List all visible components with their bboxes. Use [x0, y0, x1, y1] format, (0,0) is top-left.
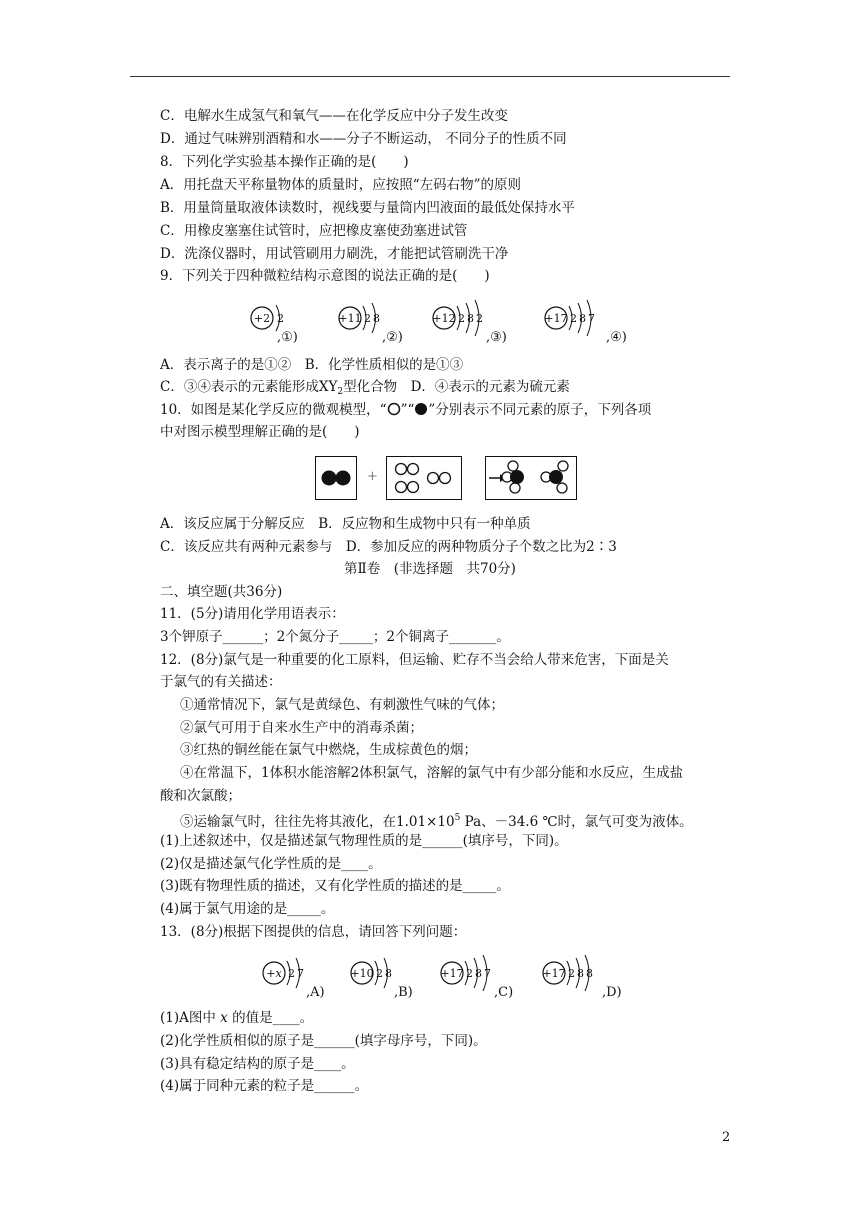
q13-stem: 13．(8分)根据下图提供的信息，请回答下列问题： [160, 924, 467, 940]
svg-text:,④): ,④) [606, 330, 627, 345]
svg-text:8: 8 [373, 312, 380, 325]
q13-sub-4: (4)属于同种元素的粒子是______。 [160, 1078, 369, 1094]
svg-text:,C): ,C) [494, 985, 514, 1000]
q13-sub-1: (1)A图中 x 的值是____。 [160, 1010, 314, 1026]
svg-text:2: 2 [466, 967, 473, 980]
header-rule [130, 76, 730, 77]
svg-text:2: 2 [570, 312, 577, 325]
q10-stem-line2: 中对图示模型理解正确的是( ) [160, 424, 360, 440]
q12-sub-1: (1)上述叙述中，仅是描述氯气物理性质的是______(填序号，下同)。 [160, 833, 568, 849]
svg-text:,D): ,D) [602, 985, 622, 1000]
svg-text:8: 8 [577, 967, 584, 980]
svg-text:8: 8 [586, 967, 593, 980]
q8-option-c: C．用橡皮塞塞住试管时，应把橡皮塞使劲塞进试管 [160, 223, 468, 239]
q12-stem-line2: 于氯气的有关描述： [160, 674, 282, 690]
q10-options-cd: C．该反应共有两种元素参与 D．参加反应的两种物质分子个数之比为2∶3 [160, 539, 617, 555]
q8-stem: 8．下列化学实验基本操作正确的是( ) [160, 154, 409, 170]
q13-particle-c [440, 953, 540, 1003]
q7-option-d: D．通过气味辨别酒精和水——分子不断运动， 不同分子的性质不同 [160, 131, 567, 147]
q13-sub-2: (2)化学性质相似的原子是______(填字母序号，下同)。 [160, 1033, 487, 1049]
hollow-atom-icon [387, 402, 401, 416]
svg-text:8: 8 [579, 312, 586, 325]
q12-desc-1: ①通常情况下，氯气是黄绿色、有刺激性气味的气体； [180, 697, 504, 713]
q12-desc-5: ⑤运输氯气时，往往先将其液化，在$1.01\times 10^5$ Pa、－34.6 ℃时，氯气可变为液体。 [180, 813, 693, 830]
svg-text:2: 2 [364, 312, 371, 325]
q12-sub-3: (3)既有物理性质的描述，又有化学性质的描述的是_____。 [160, 878, 510, 894]
svg-text:+12: +12 [432, 312, 456, 325]
reactant-box-2 [386, 456, 462, 500]
q13-particle-d [542, 953, 642, 1003]
svg-text:7: 7 [588, 312, 595, 325]
q9-options-ab: A．表示离子的是①② B．化学性质相似的是①③ [160, 357, 464, 373]
part2-title: 第Ⅱ卷 (非选择题 共70分) [344, 561, 516, 577]
q10-stem-line1: 10．如图是某化学反应的微观模型，“ ”“ ”分别表示不同元素的原子，下列各项 [160, 402, 652, 418]
svg-text:+x: +x [266, 967, 282, 980]
hollow-molecules-icon [387, 457, 461, 499]
solid-atom-icon [414, 402, 428, 416]
q9-stem: 9．下列关于四种微粒结构示意图的说法正确的是( ) [160, 268, 490, 284]
svg-text:,③): ,③) [486, 330, 507, 345]
q12-sub-2: (2)仅是描述氯气化学性质的是____。 [160, 856, 382, 872]
svg-text:7: 7 [484, 967, 491, 980]
svg-text:+17: +17 [440, 967, 464, 980]
q12-stem-line1: 12．(8分)氯气是一种重要的化工原料，但运输、贮存不当会给人带来危害，下面是关 [160, 652, 669, 668]
svg-text:+11: +11 [338, 312, 362, 325]
q12-desc-3: ③红热的铜丝能在氯气中燃烧，生成棕黄色的烟； [180, 742, 477, 758]
svg-text:+2: +2 [253, 312, 271, 325]
svg-text:,B): ,B) [394, 985, 413, 1000]
q10-options-ab: A．该反应属于分解反应 B．反应物和生成物中只有一种单质 [160, 516, 531, 532]
svg-text:2: 2 [458, 312, 465, 325]
q8-option-d: D．洗涤仪器时，用试管刷用力刷洗，才能把试管刷洗干净 [160, 246, 509, 262]
svg-text:7: 7 [297, 967, 304, 980]
q11-stem: 11．(5分)请用化学用语表示： [160, 606, 345, 622]
q12-desc-4b: 酸和次氯酸； [160, 788, 241, 804]
q9-particle-3 [432, 298, 532, 348]
svg-text:+10: +10 [350, 967, 374, 980]
q7-option-c: C．电解水生成氢气和氧气——在化学反应中分子发生改变 [160, 108, 508, 124]
svg-text:8: 8 [467, 312, 474, 325]
q13-particle-b [350, 953, 440, 1003]
reactant-box-1 [315, 456, 357, 500]
solid-molecule-icon [316, 457, 356, 499]
product-molecules-icon [486, 457, 576, 499]
q12-desc-2: ②氯气可用于自来水生产中的消毒杀菌； [180, 720, 423, 736]
product-box [485, 456, 577, 500]
svg-text:,A): ,A) [306, 985, 325, 1000]
plus-sign: + [367, 469, 378, 484]
q9-particle-1 [250, 298, 320, 348]
svg-text:8: 8 [385, 967, 392, 980]
svg-text:,①): ,①) [277, 330, 298, 345]
svg-text:+17: +17 [544, 312, 568, 325]
svg-text:2: 2 [376, 967, 383, 980]
q9-particle-2 [338, 298, 428, 348]
svg-text:8: 8 [475, 967, 482, 980]
q13-particle-a [262, 953, 352, 1003]
q12-desc-4a: ④在常温下，1体积水能溶解2体积氯气，溶解的氯气中有少部分能和水反应，生成盐 [180, 765, 684, 781]
svg-text:2: 2 [277, 312, 284, 325]
svg-text:+17: +17 [542, 967, 566, 980]
svg-text:2: 2 [288, 967, 295, 980]
section2-heading: 二、填空题(共36分) [160, 584, 283, 600]
q13-sub-3: (3)具有稳定结构的原子是____。 [160, 1056, 355, 1072]
q9-particle-4 [544, 298, 644, 348]
svg-text:2: 2 [568, 967, 575, 980]
svg-text:,②): ,②) [382, 330, 403, 345]
page-number: 2 [722, 1130, 731, 1145]
q8-option-b: B．用量筒量取液体读数时，视线要与量筒内凹液面的最低处保持水平 [160, 200, 575, 216]
svg-text:2: 2 [476, 312, 483, 325]
q9-options-cd: C．③④表示的元素能形成$XY_2$型化合物 D．④表示的元素为硫元素 [160, 379, 570, 397]
q11-blanks: 3个钾原子______；2个氮分子_____；2个铜离子_______。 [160, 629, 510, 645]
q8-option-a: A．用托盘天平称量物体的质量时，应按照“左码右物”的原则 [160, 177, 522, 193]
q12-sub-4: (4)属于氯气用途的是_____。 [160, 901, 335, 917]
